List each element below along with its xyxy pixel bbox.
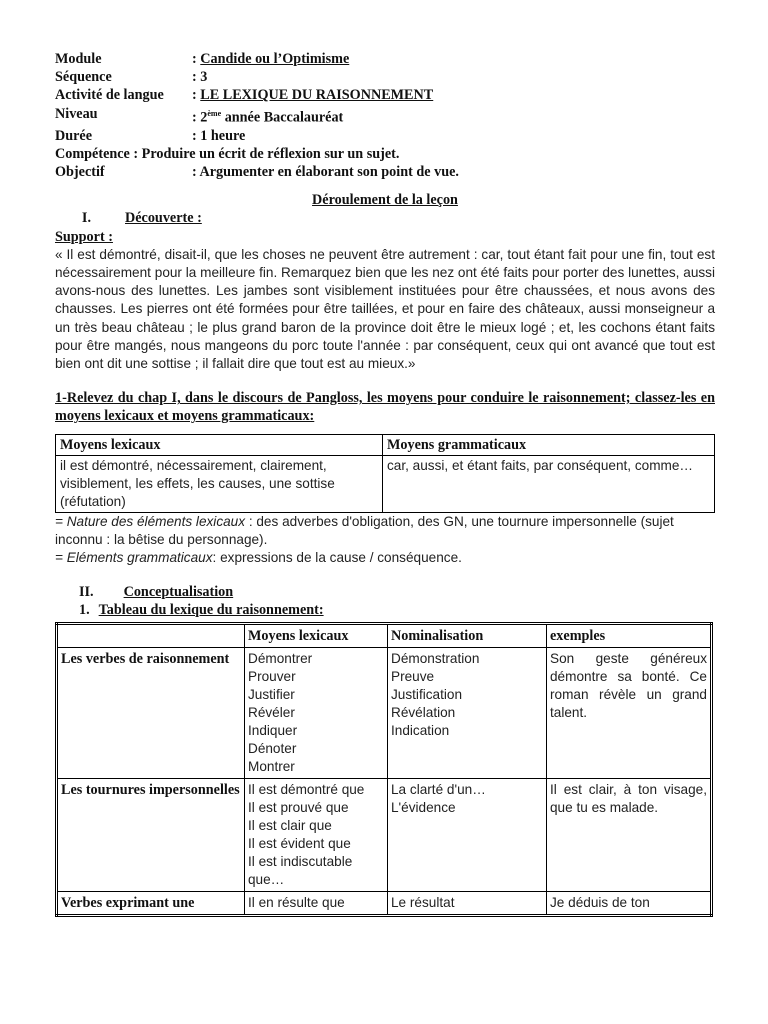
support-text: « Il est démontré, disait-il, que les choses ne peuvent être autrement : car, tout étant fait pour une fin, tout est nécessairement pour la meilleure fin. Remarquez bien que les nez ont été faits pour porter des lunettes, aussi avons-nous des lunettes. Les jambes sont visiblement instituées pour être chaussées, et nous avons des chausses. Les pierres ont été formées pour être taillées, et pour en faire des châteaux, aussi monseigneur a un très beau château ; le plus grand baron de la province doit être le mieux logé ; et, les cochons étant faits pour être mangés, nous mangeons du porc toute l'année : par conséquent, ceux qui ont avancé que tout est bien ont dit une sottise ; il fallait dire que tout est au mieux.» [55, 246, 715, 371]
lexical-item: Il est prouvé que [248, 799, 349, 815]
row-label: Verbes exprimant une [57, 891, 245, 915]
row-example: Il est clair, à ton visage, que tu es malade. [547, 778, 712, 891]
table-row [57, 647, 712, 778]
note-grammatical: = Eléments grammaticaux: expressions de la cause / conséquence. [55, 550, 462, 565]
table2-header-lexical: Moyens lexicaux [245, 623, 388, 647]
row-lexical [245, 891, 388, 915]
table1-header-grammatical: Moyens grammaticaux [383, 434, 715, 455]
header-row [55, 68, 715, 86]
notes-block [55, 513, 715, 568]
question-1: 1-Relevez du chap I, dans le discours de Pangloss, les moyens pour conduire le raisonnement; classez-les en moyens lexicaux et moyens grammaticaux: [55, 390, 715, 425]
lexical-item: Montrer [248, 758, 295, 774]
lexical-item: Il est clair que [248, 817, 332, 833]
header-row [55, 163, 715, 181]
row-lexical [245, 778, 388, 891]
header-value: : Candide ou l’Optimisme [192, 51, 350, 67]
nominal-item: Justification [391, 686, 463, 702]
table2-header-nominal: Nominalisation [388, 623, 547, 647]
table1-header-lexical: Moyens lexicaux [56, 434, 383, 455]
support-label: Support : [55, 228, 113, 245]
row-lexical [245, 647, 388, 778]
header-row [55, 86, 715, 104]
nominal-item: Démonstration [391, 650, 480, 666]
table-row [57, 778, 712, 891]
section-2-title: Conceptualisation [123, 584, 234, 601]
lexical-item: Il est indiscutable que… [248, 853, 353, 887]
header-value: : 3 [192, 69, 208, 86]
lexical-item: Dénoter [248, 740, 297, 756]
nominal-item: Preuve [391, 668, 435, 684]
header-value: : LE LEXIQUE DU RAISONNEMENT [192, 87, 434, 104]
header-key: Séquence [55, 69, 112, 86]
subsection-heading: 1. Tableau du lexique du raisonnement: [79, 602, 324, 619]
lexical-item: Il est évident que [248, 835, 351, 851]
header-key: Module [55, 51, 102, 67]
header-value: : 1 heure [192, 127, 246, 144]
header-key: Durée [55, 127, 93, 144]
table-row [57, 891, 712, 915]
header-block [55, 50, 715, 181]
document-page [55, 50, 715, 917]
nominal-item: Révélation [391, 704, 456, 720]
table2-header-empty [57, 623, 245, 647]
section-2-heading: II. Conceptualisation [79, 584, 234, 601]
subsection-title: Tableau du lexique du raisonnement: [98, 602, 324, 619]
lexical-item: Justifier [248, 686, 295, 702]
table1-cell-grammatical: car, aussi, et étant faits, par conséquent, comme… [383, 455, 715, 512]
header-row [55, 145, 715, 163]
lexical-item: Indiquer [248, 722, 298, 738]
table1-cell-lexical: il est démontré, nécessairement, clairement, visiblement, les effets, les causes, une sottise (réfutation) [56, 455, 383, 512]
header-row [55, 127, 715, 145]
header-value: : 2ème année Baccalauréat [192, 108, 344, 126]
row-example: Je déduis de ton [547, 891, 712, 915]
lexical-item: Démontrer [248, 650, 313, 666]
section-1-title: Découverte : [125, 210, 202, 227]
lesson-title: Déroulement de la leçon [312, 192, 458, 209]
row-nominal [388, 778, 547, 891]
nominal-item: L'évidence [391, 799, 456, 815]
lexical-item: Il est démontré que [248, 781, 365, 797]
nominal-item: Indication [391, 722, 450, 738]
row-label: Les tournures impersonnelles [57, 778, 245, 891]
header-full-line: Compétence : Produire un écrit de réflexion sur un sujet. [55, 145, 400, 162]
lexical-item: Révéler [248, 704, 295, 720]
header-key: Activité de langue [55, 87, 164, 104]
row-label: Les verbes de raisonnement [57, 647, 245, 778]
lexical-grammatical-table [55, 434, 715, 513]
reasoning-lexicon-table [55, 622, 713, 917]
note-lexical: = Nature des éléments lexicaux : des adverbes d'obligation, des GN, une tournure impersonnelle (sujet inconnu : la bêtise du personnage). [55, 513, 674, 547]
lexical-item: Prouver [248, 668, 296, 684]
nominal-item: La clarté d'un… [391, 781, 486, 797]
header-value: : Argumenter en élaborant son point de vue. [192, 163, 459, 180]
header-row [55, 50, 715, 68]
nominal-item: Le résultat [391, 894, 455, 910]
header-key: Objectif [55, 163, 105, 180]
table2-header-examples: exemples [547, 623, 712, 647]
header-row [55, 105, 715, 127]
row-example: Son geste généreux démontre sa bonté. Ce roman révèle un grand talent. [547, 647, 712, 778]
section-1-heading: I. Découverte : [81, 210, 202, 227]
header-key: Niveau [55, 105, 98, 122]
row-nominal [388, 891, 547, 915]
lexical-item: Il en résulte que [248, 894, 345, 910]
row-nominal [388, 647, 547, 778]
